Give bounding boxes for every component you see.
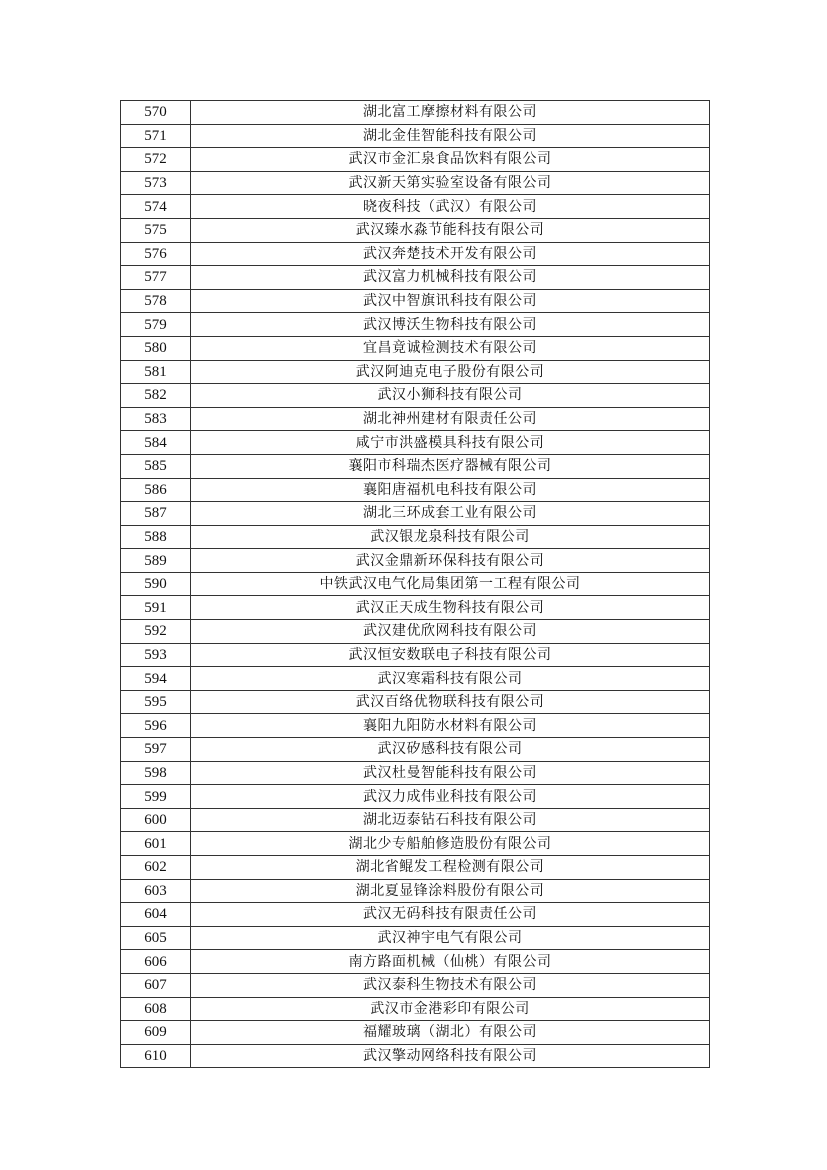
row-number-cell: 604	[121, 903, 191, 927]
table-row	[121, 761, 710, 785]
table-row	[121, 714, 710, 738]
table-row	[121, 1021, 710, 1045]
table-row	[121, 738, 710, 762]
company-name-cell: 武汉无码科技有限责任公司	[191, 903, 710, 927]
table-row	[121, 667, 710, 691]
table-row	[121, 808, 710, 832]
row-number-cell: 580	[121, 336, 191, 360]
company-name-cell: 咸宁市洪盛模具科技有限公司	[191, 431, 710, 455]
table-row	[121, 549, 710, 573]
row-number-cell: 603	[121, 879, 191, 903]
row-number-cell: 600	[121, 808, 191, 832]
table-row	[121, 289, 710, 313]
company-name-cell: 武汉神宇电气有限公司	[191, 926, 710, 950]
table-row	[121, 313, 710, 337]
table-row	[121, 360, 710, 384]
table-row	[121, 903, 710, 927]
table-row	[121, 454, 710, 478]
row-number-cell: 573	[121, 171, 191, 195]
row-number-cell: 575	[121, 218, 191, 242]
company-name-cell: 武汉市金汇泉食品饮料有限公司	[191, 148, 710, 172]
row-number-cell: 609	[121, 1021, 191, 1045]
table-row	[121, 856, 710, 880]
table-row	[121, 879, 710, 903]
company-name-cell: 武汉力成伟业科技有限公司	[191, 785, 710, 809]
table-row	[121, 525, 710, 549]
company-name-cell: 湖北省鲲发工程检测有限公司	[191, 856, 710, 880]
table-row	[121, 502, 710, 526]
company-name-cell: 宜昌竟诚检测技术有限公司	[191, 336, 710, 360]
row-number-cell: 582	[121, 384, 191, 408]
company-name-cell: 武汉银龙泉科技有限公司	[191, 525, 710, 549]
table-row	[121, 478, 710, 502]
company-name-cell: 襄阳市科瑞杰医疗器械有限公司	[191, 454, 710, 478]
company-name-cell: 武汉奔楚技术开发有限公司	[191, 242, 710, 266]
company-name-cell: 武汉阿迪克电子股份有限公司	[191, 360, 710, 384]
table-row	[121, 266, 710, 290]
table-row	[121, 171, 710, 195]
row-number-cell: 596	[121, 714, 191, 738]
table-row	[121, 973, 710, 997]
row-number-cell: 581	[121, 360, 191, 384]
company-name-cell: 湖北夏显锋涂料股份有限公司	[191, 879, 710, 903]
company-name-cell: 武汉矽感科技有限公司	[191, 738, 710, 762]
row-number-cell: 591	[121, 596, 191, 620]
row-number-cell: 592	[121, 620, 191, 644]
company-name-cell: 武汉中智旗讯科技有限公司	[191, 289, 710, 313]
row-number-cell: 593	[121, 643, 191, 667]
company-name-cell: 襄阳九阳防水材料有限公司	[191, 714, 710, 738]
table-row	[121, 950, 710, 974]
row-number-cell: 571	[121, 124, 191, 148]
table-row	[121, 407, 710, 431]
row-number-cell: 578	[121, 289, 191, 313]
company-name-cell: 武汉富力机械科技有限公司	[191, 266, 710, 290]
row-number-cell: 601	[121, 832, 191, 856]
row-number-cell: 586	[121, 478, 191, 502]
row-number-cell: 572	[121, 148, 191, 172]
company-name-cell: 武汉臻水淼节能科技有限公司	[191, 218, 710, 242]
company-name-cell: 武汉擎动网络科技有限公司	[191, 1044, 710, 1068]
table-row	[121, 1044, 710, 1068]
company-name-cell: 武汉建优欣网科技有限公司	[191, 620, 710, 644]
table-row	[121, 832, 710, 856]
row-number-cell: 602	[121, 856, 191, 880]
company-name-cell: 湖北三环成套工业有限公司	[191, 502, 710, 526]
table-row	[121, 124, 710, 148]
company-name-cell: 武汉小狮科技有限公司	[191, 384, 710, 408]
row-number-cell: 576	[121, 242, 191, 266]
company-list-table	[120, 100, 710, 1068]
row-number-cell: 583	[121, 407, 191, 431]
row-number-cell: 587	[121, 502, 191, 526]
company-name-cell: 湖北金佳智能科技有限公司	[191, 124, 710, 148]
row-number-cell: 608	[121, 997, 191, 1021]
table-row	[121, 218, 710, 242]
row-number-cell: 585	[121, 454, 191, 478]
company-name-cell: 晓夜科技（武汉）有限公司	[191, 195, 710, 219]
table-row	[121, 620, 710, 644]
row-number-cell: 579	[121, 313, 191, 337]
table-row	[121, 643, 710, 667]
table-body	[121, 101, 710, 1068]
row-number-cell: 599	[121, 785, 191, 809]
company-name-cell: 南方路面机械（仙桃）有限公司	[191, 950, 710, 974]
table-row	[121, 148, 710, 172]
company-name-cell: 湖北迈泰钻石科技有限公司	[191, 808, 710, 832]
company-name-cell: 武汉正天成生物科技有限公司	[191, 596, 710, 620]
table-row	[121, 242, 710, 266]
company-name-cell: 襄阳唐福机电科技有限公司	[191, 478, 710, 502]
company-name-cell: 武汉市金港彩印有限公司	[191, 997, 710, 1021]
row-number-cell: 605	[121, 926, 191, 950]
company-name-cell: 武汉泰科生物技术有限公司	[191, 973, 710, 997]
row-number-cell: 606	[121, 950, 191, 974]
row-number-cell: 577	[121, 266, 191, 290]
company-name-cell: 武汉百络优物联科技有限公司	[191, 690, 710, 714]
company-name-cell: 武汉博沃生物科技有限公司	[191, 313, 710, 337]
company-name-cell: 福耀玻璃（湖北）有限公司	[191, 1021, 710, 1045]
table-row	[121, 431, 710, 455]
row-number-cell: 574	[121, 195, 191, 219]
company-name-cell: 湖北富工摩擦材料有限公司	[191, 101, 710, 125]
row-number-cell: 590	[121, 572, 191, 596]
row-number-cell: 607	[121, 973, 191, 997]
row-number-cell: 595	[121, 690, 191, 714]
company-name-cell: 湖北少专船舶修造股份有限公司	[191, 832, 710, 856]
row-number-cell: 597	[121, 738, 191, 762]
table-row	[121, 690, 710, 714]
row-number-cell: 610	[121, 1044, 191, 1068]
company-name-cell: 中铁武汉电气化局集团第一工程有限公司	[191, 572, 710, 596]
table-row	[121, 926, 710, 950]
table-row	[121, 785, 710, 809]
table-row	[121, 572, 710, 596]
company-name-cell: 武汉金鼎新环保科技有限公司	[191, 549, 710, 573]
table-row	[121, 336, 710, 360]
row-number-cell: 594	[121, 667, 191, 691]
table-row	[121, 596, 710, 620]
row-number-cell: 584	[121, 431, 191, 455]
company-name-cell: 武汉寒霜科技有限公司	[191, 667, 710, 691]
company-name-cell: 武汉杜曼智能科技有限公司	[191, 761, 710, 785]
company-name-cell: 武汉新天第实验室设备有限公司	[191, 171, 710, 195]
row-number-cell: 570	[121, 101, 191, 125]
table-row	[121, 101, 710, 125]
row-number-cell: 598	[121, 761, 191, 785]
company-name-cell: 武汉恒安数联电子科技有限公司	[191, 643, 710, 667]
table-row	[121, 384, 710, 408]
table-row	[121, 997, 710, 1021]
row-number-cell: 588	[121, 525, 191, 549]
company-name-cell: 湖北神州建材有限责任公司	[191, 407, 710, 431]
row-number-cell: 589	[121, 549, 191, 573]
table-row	[121, 195, 710, 219]
